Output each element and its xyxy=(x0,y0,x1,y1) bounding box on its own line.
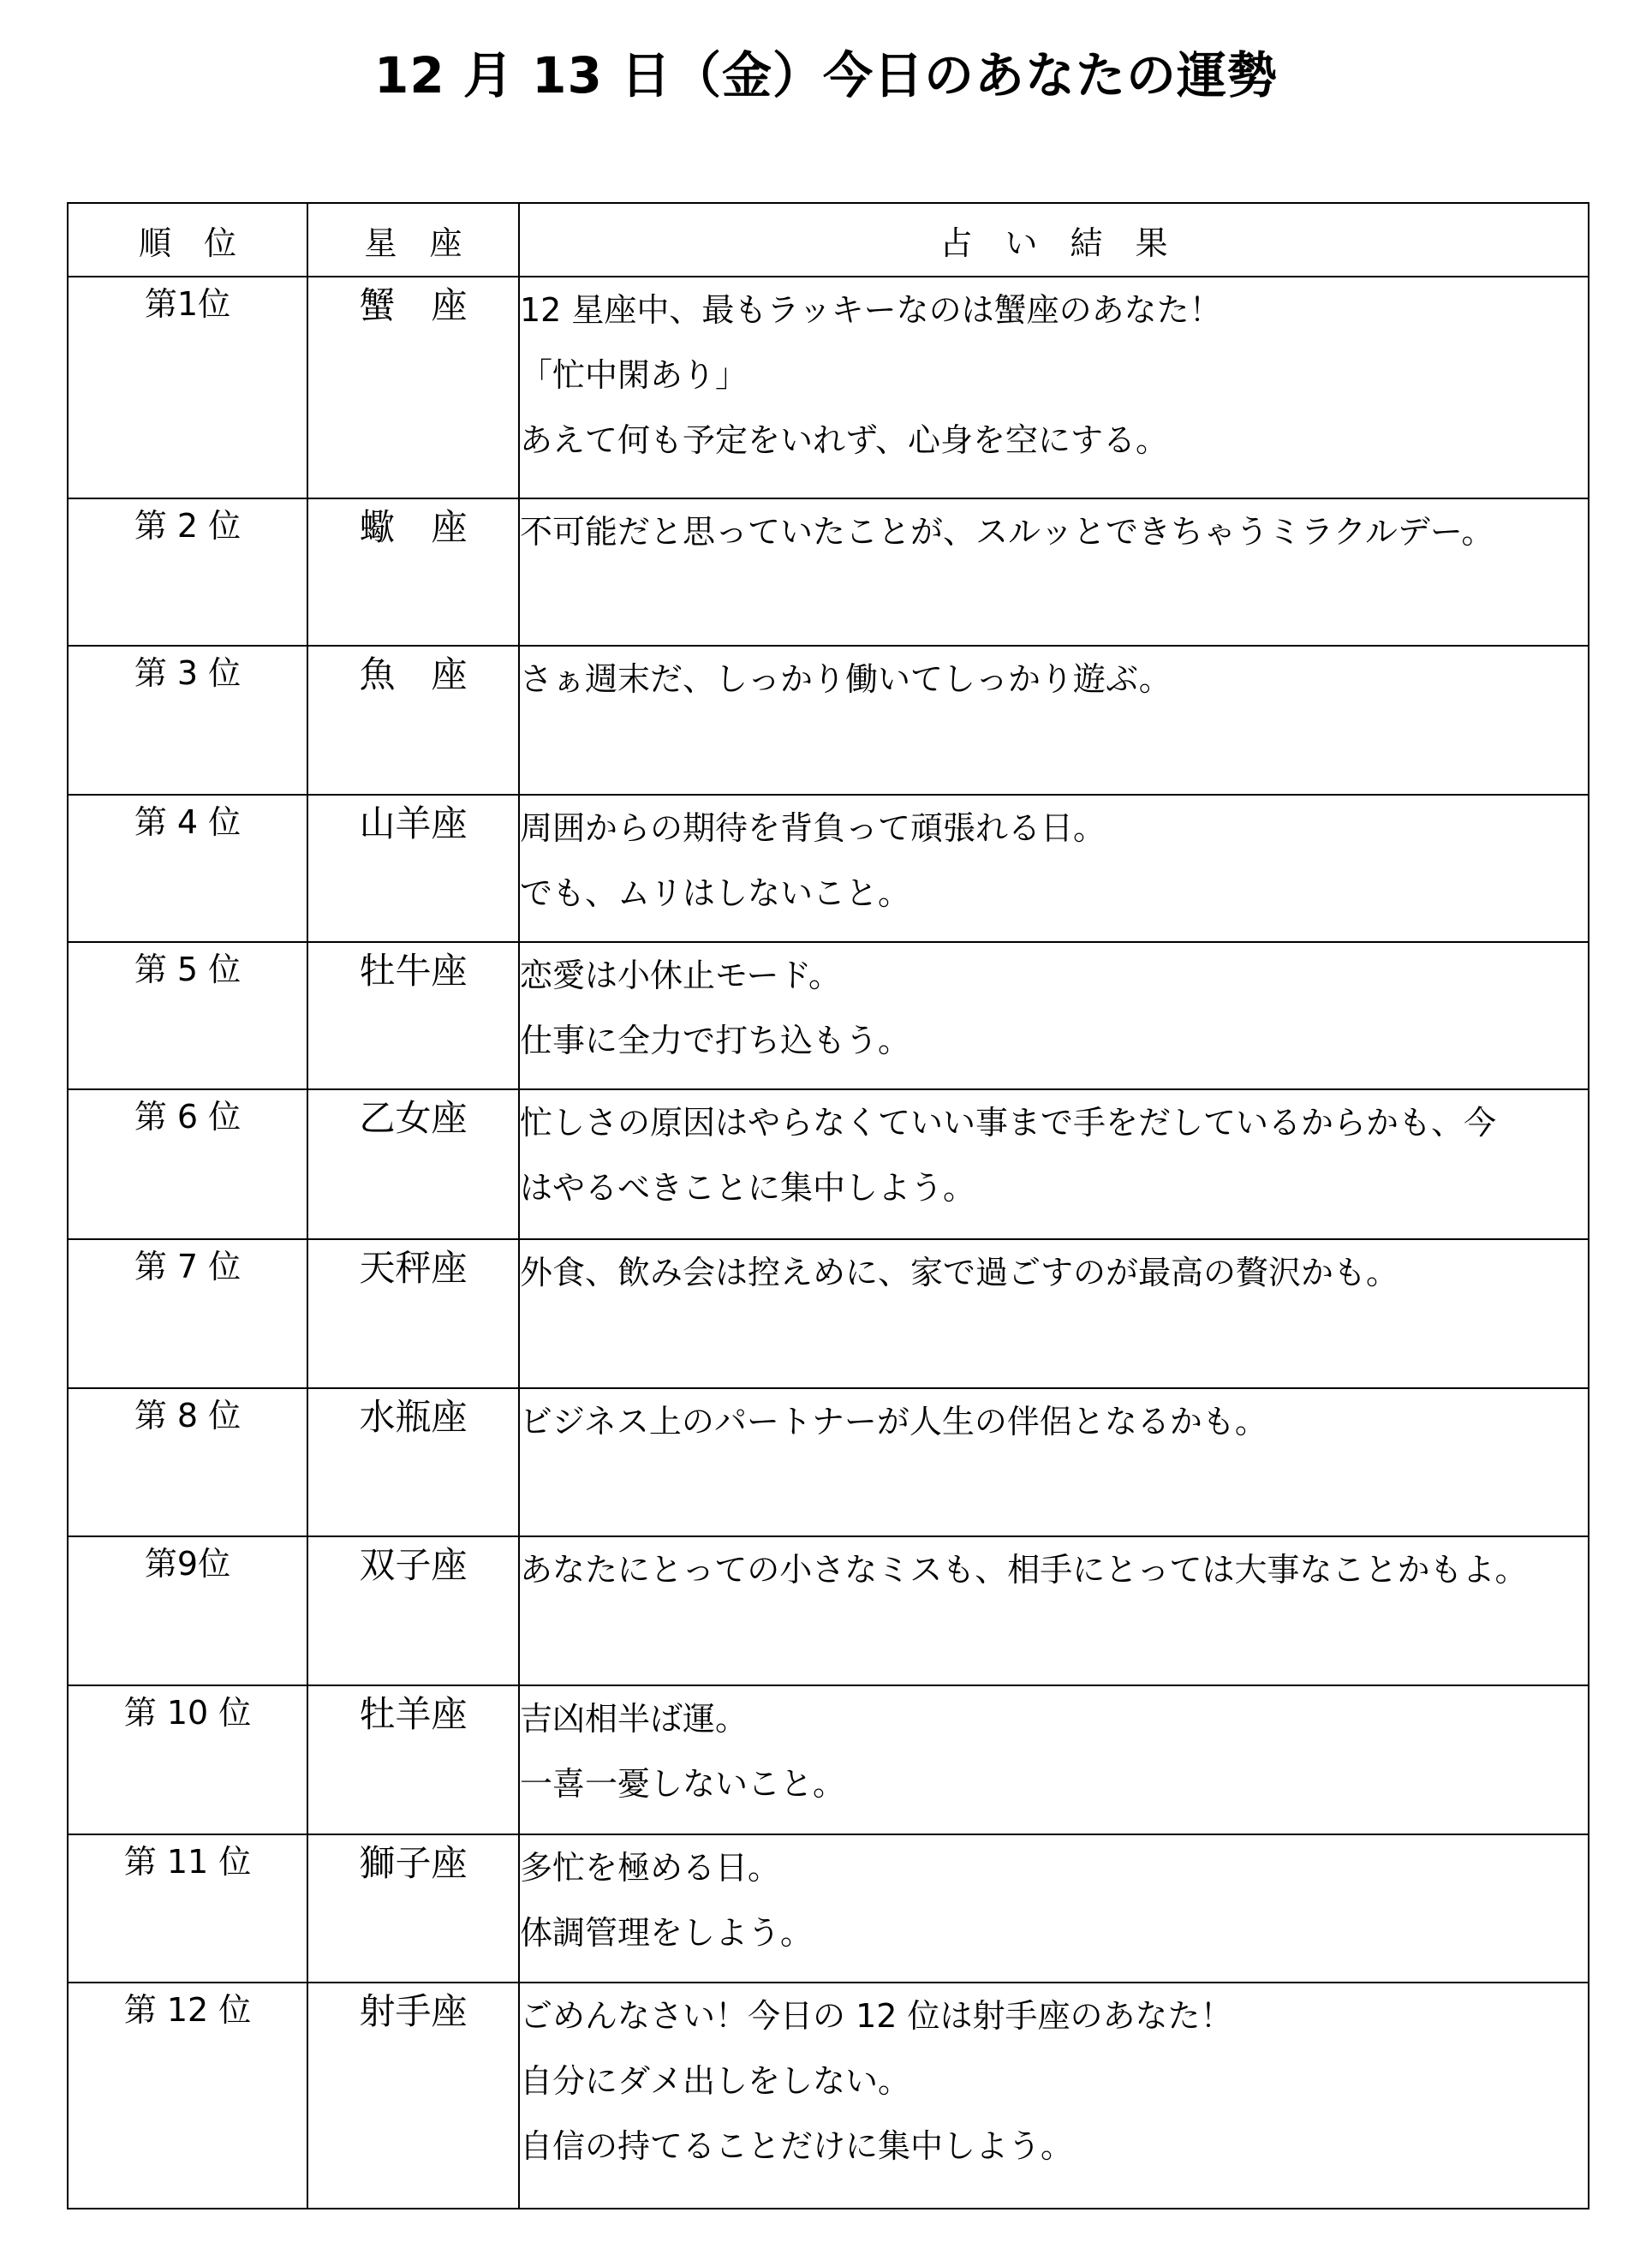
page-title: 12 月 13 日（金）今日のあなたの運勢 xyxy=(373,46,1278,104)
result-line: 恋愛は小休止モード。 xyxy=(520,957,842,994)
result-cell xyxy=(519,646,1589,795)
result-header: 占 い 結 果 xyxy=(519,203,1589,277)
result-line: 吉凶相半ば運。 xyxy=(520,1700,748,1738)
sign-cell: 牡牛座 xyxy=(307,942,519,1089)
table-row xyxy=(68,1089,1589,1239)
rank-cell: 第 7 位 xyxy=(68,1239,307,1388)
result-line: 不可能だと思っていたことが、スルッとできちゃうミラクルデー。 xyxy=(520,513,1494,551)
result-line: 多忙を極める日。 xyxy=(520,1849,781,1887)
result-cell xyxy=(519,795,1589,942)
table-row xyxy=(68,1685,1589,1834)
sign-cell: 獅子座 xyxy=(307,1834,519,1983)
table-row xyxy=(68,277,1589,498)
result-cell xyxy=(519,1388,1589,1536)
sign-cell: 魚 座 xyxy=(307,646,519,795)
result-cell xyxy=(519,1834,1589,1983)
rank-cell: 第 8 位 xyxy=(68,1388,307,1536)
sign-cell: 乙女座 xyxy=(307,1089,519,1239)
result-cell xyxy=(519,1983,1589,2209)
rank-cell: 第 6 位 xyxy=(68,1089,307,1239)
result-line: 体調管理をしよう。 xyxy=(520,1914,814,1952)
result-line: 忙しさの原因はやらなくていい事まで手をだしているからかも、今 xyxy=(520,1104,1497,1142)
sign-cell: 山羊座 xyxy=(307,795,519,942)
sign-cell: 天秤座 xyxy=(307,1239,519,1388)
rank-cell: 第 5 位 xyxy=(68,942,307,1089)
table-row xyxy=(68,1388,1589,1536)
table-row xyxy=(68,1239,1589,1388)
result-cell xyxy=(519,277,1589,498)
rank-cell: 第 2 位 xyxy=(68,498,307,646)
result-cell xyxy=(519,1685,1589,1834)
result-line: でも、ムリはしないこと。 xyxy=(520,874,911,912)
table-row xyxy=(68,1536,1589,1685)
rank-cell: 第9位 xyxy=(68,1536,307,1685)
rank-cell: 第1位 xyxy=(68,277,307,498)
result-line: さぁ週末だ、しっかり働いてしっかり遊ぶ。 xyxy=(520,660,1172,698)
result-line: はやるべきことに集中しよう。 xyxy=(520,1169,976,1207)
result-line: あなたにとっての小さなミスも、相手にとっては大事なことかもよ。 xyxy=(520,1551,1528,1589)
result-cell xyxy=(519,1089,1589,1239)
table-row xyxy=(68,942,1589,1089)
table-row xyxy=(68,646,1589,795)
result-line: 仕事に全力で打ち込もう。 xyxy=(520,1022,911,1059)
result-line: 12 星座中、最もラッキーなのは蟹座のあなた！ xyxy=(520,291,1222,329)
sign-cell: 蠍 座 xyxy=(307,498,519,646)
table-row xyxy=(68,498,1589,646)
result-line: あえて何も予定をいれず、心身を空にする。 xyxy=(520,421,1168,459)
result-line: 自分にダメ出しをしない。 xyxy=(520,2062,911,2100)
result-line: 「忙中閑あり」 xyxy=(520,356,748,394)
rank-cell: 第 10 位 xyxy=(68,1685,307,1834)
result-cell xyxy=(519,1536,1589,1685)
sign-cell: 牡羊座 xyxy=(307,1685,519,1834)
result-cell xyxy=(519,498,1589,646)
result-line: 外食、飲み会は控えめに、家で過ごすのが最高の贅沢かも。 xyxy=(520,1254,1399,1291)
rank-header: 順 位 xyxy=(68,203,307,277)
table-row xyxy=(68,1834,1589,1983)
header-row xyxy=(68,203,1589,277)
rank-cell: 第 12 位 xyxy=(68,1983,307,2209)
result-line: 周囲からの期待を背負って頑張れる日。 xyxy=(520,809,1106,847)
result-line: ごめんなさい！今日の 12 位は射手座のあなた！ xyxy=(520,1997,1233,2035)
sign-cell: 水瓶座 xyxy=(307,1388,519,1536)
result-line: ビジネス上のパートナーが人生の伴侶となるかも。 xyxy=(520,1403,1267,1440)
table-row xyxy=(68,795,1589,942)
result-cell xyxy=(519,1239,1589,1388)
sign-cell: 双子座 xyxy=(307,1536,519,1685)
sign-header: 星 座 xyxy=(307,203,519,277)
rank-cell: 第 11 位 xyxy=(68,1834,307,1983)
rank-cell: 第 4 位 xyxy=(68,795,307,942)
sign-cell: 射手座 xyxy=(307,1983,519,2209)
fortune-table xyxy=(67,202,1589,2209)
rank-cell: 第 3 位 xyxy=(68,646,307,795)
sign-cell: 蟹 座 xyxy=(307,277,519,498)
result-line: 一喜一憂しないこと。 xyxy=(520,1765,846,1803)
result-line: 自信の持てることだけに集中しよう。 xyxy=(520,2127,1074,2165)
table-row xyxy=(68,1983,1589,2209)
result-cell xyxy=(519,942,1589,1089)
